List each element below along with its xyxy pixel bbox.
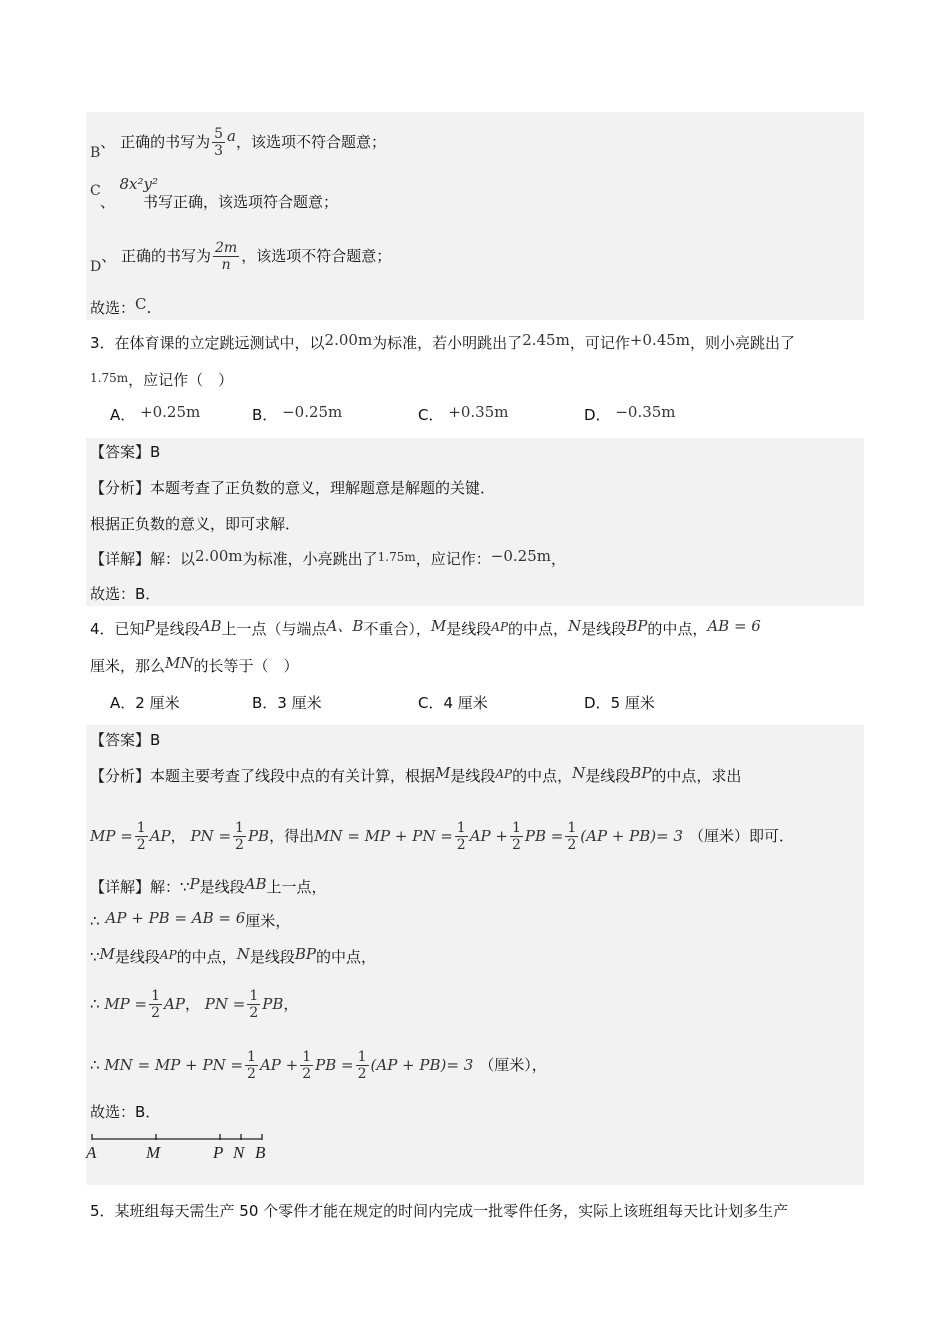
q4-detail-4: ∴ MP = $\frac{1}{2}$ AP， PN = $\frac{1}{2}$ PB， <box>90 988 299 1021</box>
label-b: B <box>255 1143 266 1162</box>
q4-detail-2: ∴ AP + PB = AB = 6厘米， <box>90 909 291 930</box>
fraction-half: $\frac{1}{2}$ <box>456 820 466 853</box>
q2-option-d-line: D、 正确的书写为 $\frac{2m}{n}$ ，该选项不符合题意； <box>90 240 392 275</box>
fraction-half: $\frac{1}{2}$ <box>511 820 521 853</box>
q4-option-d: D．5 厘米 <box>584 694 655 712</box>
q3-stem-line2: $^{1.75m}$，应记作（ ） <box>90 371 234 389</box>
label-m: M <box>146 1143 161 1162</box>
q2-option-b-line: B、 正确的书写为 $\frac{5}{3}$ a，该选项不符合题意； <box>90 126 386 161</box>
fraction-half: $\frac{1}{2}$ <box>235 820 244 853</box>
q3-analysis-2: 根据正负数的意义，即可求解． <box>90 515 301 533</box>
label-p: P <box>213 1143 224 1162</box>
q2-option-c-line: C 8x²y² <box>90 175 159 199</box>
q4-detail-5: ∴ MN = MP + PN = $\frac{1}{2}$ AP + $\frac{1}{2}$ PB = $\frac{1}{2}$ (AP + PB)= 3 （厘米）， <box>90 1049 547 1082</box>
q3-option-b: B． −0.25m <box>252 403 343 424</box>
q3-detail: 【详解】解：以2.00m为标准，小亮跳出了$^{1.75m}$，应记作：−0.25m， <box>90 547 566 568</box>
fraction-half: $\frac{1}{2}$ <box>249 988 259 1021</box>
q4-option-a: A．2 厘米 <box>110 694 180 712</box>
q3-option-d: D． −0.35m <box>584 403 676 424</box>
q2-conclusion: 故选：C. <box>90 295 152 317</box>
q5-stem: 5．某班组每天需生产 50 个零件才能在规定的时间内完成一批零件任务，实际上该班组每天比计划多生产 <box>90 1202 789 1220</box>
fraction-half: $\frac{1}{2}$ <box>136 820 146 853</box>
q4-option-b: B．3 厘米 <box>252 694 322 712</box>
q4-option-c: C．4 厘米 <box>418 694 488 712</box>
q4-conclusion: 故选：B． <box>90 1103 161 1121</box>
q4-stem-line1: 4．已知P是线段AB上一点（与端点A、B不重合），M是线段$^{AP}$的中点，N是线段BP的中点，AB = 6 <box>90 617 761 638</box>
label-a: A <box>86 1143 97 1162</box>
fraction-half: $\frac{1}{2}$ <box>567 820 577 853</box>
q4-stem-line2: 厘米，那么MN的长等于（ ） <box>90 654 299 675</box>
fraction-half: $\frac{1}{2}$ <box>247 1049 256 1082</box>
option-label: C <box>90 183 101 199</box>
q3-analysis-1: 【分析】本题考查了正负数的意义，理解题意是解题的关键． <box>90 479 496 497</box>
q2-option-c-text: 、 书写正确，该选项符合题意； <box>100 193 339 211</box>
label-n: N <box>233 1143 245 1162</box>
fraction: $\frac{5}{3}$ <box>214 126 223 159</box>
fraction: $\frac{2m}{n}$ <box>215 240 238 273</box>
q3-answer: 【答案】B <box>90 443 161 461</box>
q4-detail-3: ∵M是线段$^{AP}$的中点，N是线段BP的中点， <box>90 945 376 966</box>
q3-option-a: A． +0.25m <box>110 403 201 424</box>
fraction-half: $\frac{1}{2}$ <box>151 988 161 1021</box>
segment-figure <box>84 1130 274 1164</box>
fraction-half: $\frac{1}{2}$ <box>357 1049 367 1082</box>
fraction-half: $\frac{1}{2}$ <box>302 1049 312 1082</box>
option-label: D <box>90 259 102 275</box>
option-label: B <box>90 145 101 161</box>
q3-stem-line1: 3．在体育课的立定跳远测试中，以2.00m为标准，若小明跳出了2.45m，可记作+0.45m，则小亮跳出了 <box>90 331 796 352</box>
q4-detail-1: 【详解】解：∵P是线段AB上一点， <box>90 875 327 896</box>
q4-analysis-eq: MP = $\frac{1}{2}$ AP， PN = $\frac{1}{2}$ PB，得出MN = MP + PN = $\frac{1}{2}$ AP + $\frac{1}{2}$ PB = $\frac{1}{2}$ (AP + PB)= 3 （厘米）即可． <box>90 820 795 853</box>
q4-answer: 【答案】B <box>90 731 161 749</box>
q3-conclusion: 故选：B． <box>90 585 161 603</box>
q4-analysis-1: 【分析】本题主要考查了线段中点的有关计算，根据M是线段$^{AP}$的中点，N是线段BP的中点，求出 <box>90 764 742 785</box>
q3-option-c: C． +0.35m <box>418 403 509 424</box>
